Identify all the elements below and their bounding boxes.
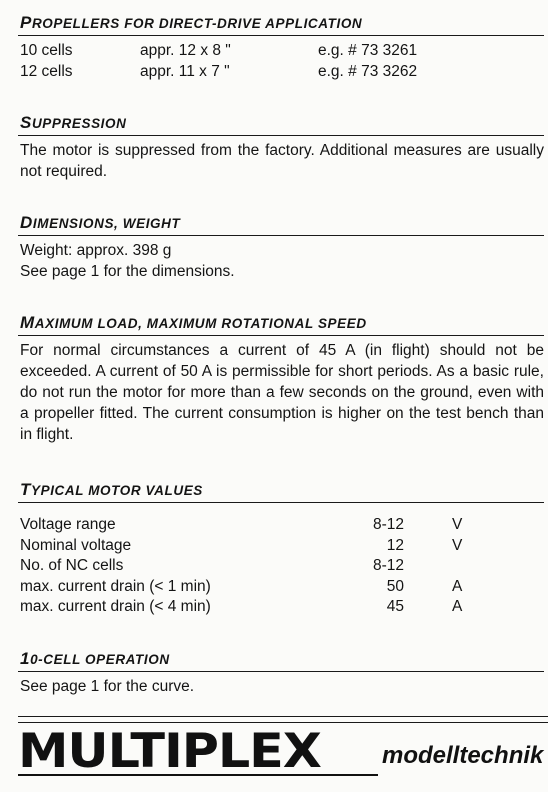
multiplex-logo: MULTIPLEX (18, 724, 321, 779)
motor-values-section (18, 481, 544, 618)
dimensions-note: See page 1 for the dimensions. (20, 263, 235, 280)
motor-value-unit: V (452, 516, 463, 533)
motor-value-label: No. of NC cells (20, 557, 124, 574)
weight-text: Weight: approx. 398 g (20, 242, 172, 259)
ten-cell-section (18, 650, 544, 697)
dimensions-section (18, 214, 544, 282)
motor-value-label: max. current drain (< 4 min) (20, 598, 211, 615)
motor-value-label: Voltage range (20, 516, 116, 533)
propellers-section (18, 14, 544, 82)
logo-underline (18, 774, 378, 776)
motor-values-table (18, 515, 544, 618)
max-load-heading: MAXIMUM LOAD, MAXIMUM ROTATIONAL SPEED (18, 314, 544, 336)
suppression-heading: SUPPRESSION (18, 114, 544, 136)
suppression-section (18, 114, 544, 182)
tagline: modelltechnik (382, 742, 544, 769)
propeller-order-number: e.g. # 73 3261 (318, 42, 418, 59)
dimensions-heading: DIMENSIONS, WEIGHT (18, 214, 544, 236)
motor-value-unit: V (452, 536, 463, 554)
motor-value-number: 50 (386, 577, 404, 595)
motor-value-label: Nominal voltage (20, 536, 132, 554)
propeller-table (18, 41, 544, 82)
propellers-heading: PROPELLERS FOR DIRECT-DRIVE APPLICATION (18, 14, 544, 36)
propeller-row (20, 41, 544, 62)
ten-cell-text: See page 1 for the curve. (20, 678, 195, 695)
motor-value-row (20, 556, 544, 577)
motor-value-number: 45 (386, 598, 404, 615)
propeller-order-number: e.g. # 73 3262 (318, 62, 418, 80)
motor-value-unit: A (452, 598, 463, 615)
motor-value-number: 8-12 (372, 516, 404, 533)
motor-value-number: 12 (386, 536, 404, 554)
propeller-cells: 10 cells (20, 42, 73, 59)
motor-value-row (20, 597, 544, 618)
suppression-text: The motor is suppressed from the factory. Additional measures are usually not required. (20, 142, 544, 180)
footer-rule (18, 716, 548, 717)
footer-rule (18, 722, 548, 723)
motor-value-label: max. current drain (< 1 min) (20, 577, 211, 595)
propeller-size: appr. 11 x 7 " (140, 62, 230, 80)
footer-logo-block (18, 724, 548, 784)
motor-value-unit: A (452, 577, 463, 595)
propeller-row (20, 62, 544, 83)
motor-value-number: 8-12 (372, 557, 404, 574)
motor-values-heading: TYPICAL MOTOR VALUES (18, 481, 544, 503)
propeller-cells: 12 cells (20, 62, 73, 80)
motor-value-row (20, 577, 544, 598)
motor-value-row (20, 515, 544, 536)
ten-cell-heading: 10-CELL OPERATION (18, 650, 544, 672)
max-load-section (18, 314, 544, 445)
max-load-text: For normal circumstances a current of 45 A (in flight) should not be exceeded. A current of 50 A is permissible for short periods. As a basic rule, do not run the motor for more than a few seconds on the ground, even with a propeller fitted. The current consumption is higher on the test bench than in flight. (20, 342, 544, 443)
propeller-size: appr. 12 x 8 " (140, 42, 231, 59)
motor-value-row (20, 536, 544, 557)
